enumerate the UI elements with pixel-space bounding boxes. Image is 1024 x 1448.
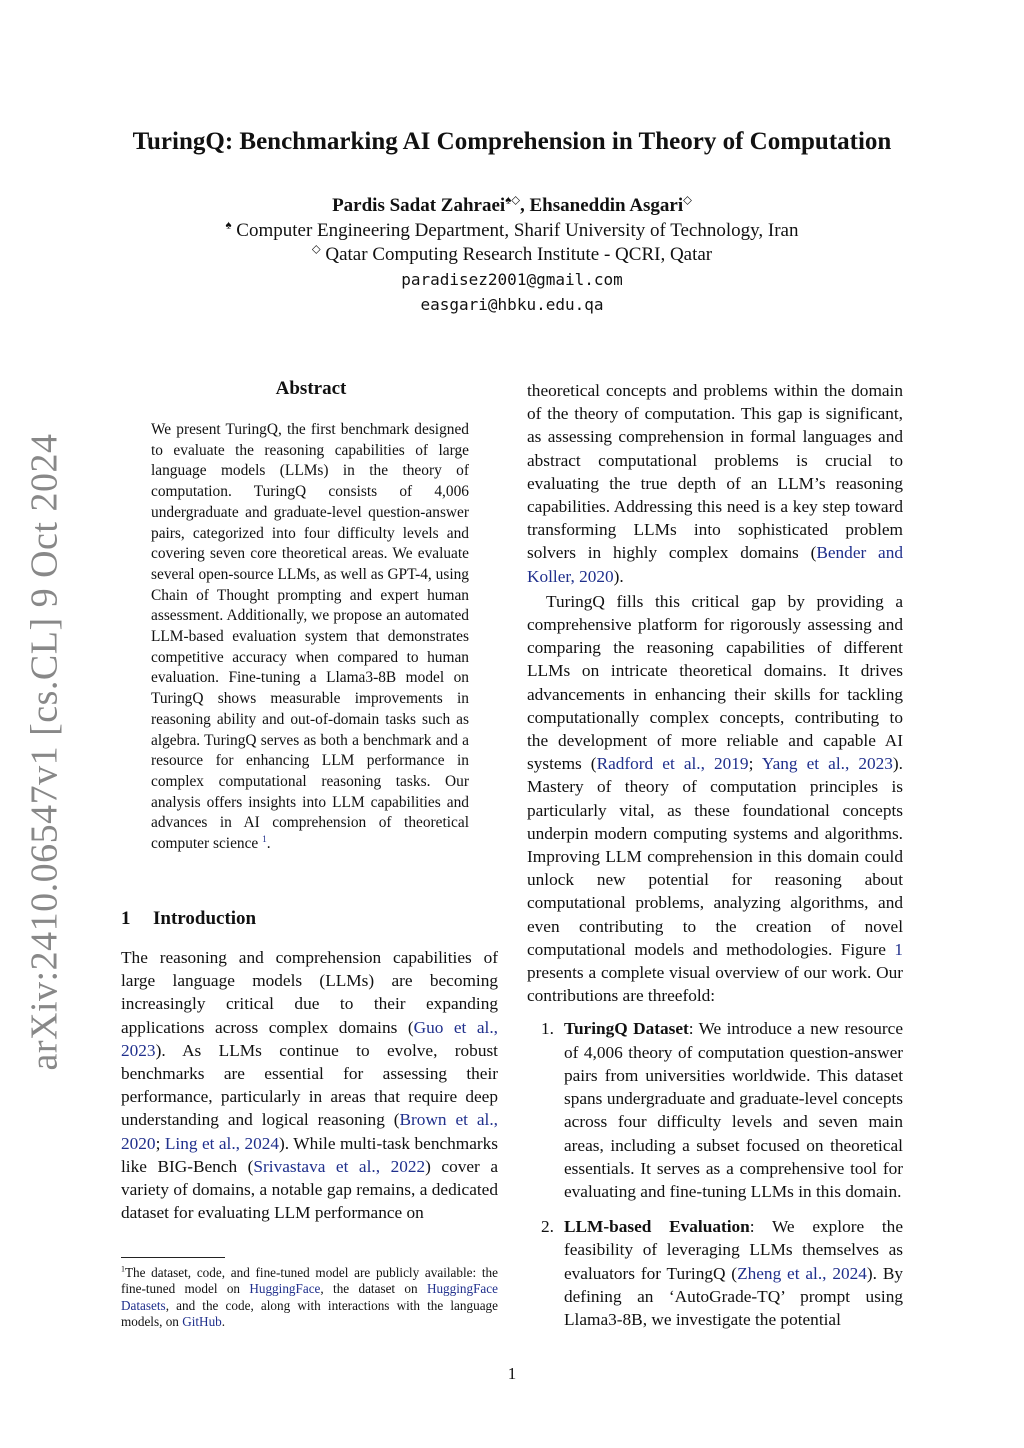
abstract-text: We present TuringQ, the first benchmark designed to evaluate the reasoning capabilities of large language models (LLMs) in the theory of computation. TuringQ consists of 4,006 undergraduate and graduate-level question-answer pairs, categorized into four difficulty levels and covering seven core theoretical areas. We evaluate several open-source LLMs, as well as GPT-4, using Chain of Thought prompting and expert human assessment. Additionally, we propose an automated LLM-based evaluation system that demonstrates competitive accuracy when compared to human evaluation. Fine-tuning a Llama3-8B model on TuringQ shows measurable improvements in reasoning ability and out-of-domain tasks such as algebra. TuringQ serves as both a benchmark and a resource for enhancing LLM performance in complex computational reasoning tasks. Our analysis offers insights into LLM capabilities and advances in AI comprehension of theoretical computer science	[151, 421, 469, 853]
email-address[interactable]: easgari@hbku.edu.qa	[420, 295, 604, 314]
citation-link[interactable]: Zheng et al., 2024	[737, 1263, 867, 1283]
section-number: 1	[121, 908, 131, 929]
affiliation-1	[0, 220, 1024, 242]
contribution-text: ). By defining an ‘AutoGrade-TQ’ prompt using Llama3-8B, we investigate the potential	[564, 1263, 903, 1329]
body-text: The reasoning and comprehension capabilities of large language models (LLMs) are becoming increasingly critical due to their expanding applications across complex domains (	[121, 948, 498, 1037]
footnote-text: , the dataset on	[320, 1281, 427, 1297]
paper-title: TuringQ: Benchmarking AI Comprehension in Theory of Computation	[132, 128, 892, 155]
footnote-ref[interactable]: 1	[262, 833, 267, 844]
arxiv-identifier-text: arXiv:2410.06547v1 [cs.CL] 9 Oct 2024	[23, 433, 65, 1071]
figure-link[interactable]: 1	[894, 939, 903, 959]
author-separator: ,	[520, 195, 530, 216]
list-marker: 1.	[541, 1019, 554, 1039]
arxiv-identifier-stamp	[16, 433, 72, 1071]
github-link[interactable]: GitHub	[182, 1313, 222, 1329]
citation-link[interactable]: Bender and Koller, 2020	[527, 543, 903, 586]
citation-link[interactable]: Srivastava et al., 2022	[253, 1156, 426, 1176]
section-title: Introduction	[153, 908, 257, 929]
page-number: 1	[507, 1364, 517, 1383]
list-marker: 2.	[541, 1217, 554, 1237]
body-text: theoretical concepts and problems within the domain of the theory of computation. This gap is significant, as assessing comprehension in formal languages and abstract computational problems is crucial to evaluating the true depth of an LLM’s reasoning capabilities. Addressing this need is a key step toward transforming LLMs into sophisticated problem solvers in highly complex domains (	[527, 381, 903, 563]
citation-link[interactable]: Yang et al., 2023	[761, 754, 893, 774]
contribution-title: TuringQ Dataset	[564, 1019, 689, 1039]
author-line	[0, 195, 1024, 217]
body-text: ;	[155, 1133, 165, 1153]
affiliation-marks: ◇	[683, 194, 692, 207]
list-item	[527, 1017, 903, 1203]
right-column	[527, 379, 903, 1343]
email-address[interactable]: paradisez2001@gmail.com	[401, 270, 623, 289]
intro-paragraph-2	[527, 590, 903, 1008]
author-name: Ehsaneddin Asgari	[529, 195, 684, 216]
body-text: ). Mastery of theory of computation principles is particularly vital, as these foundational concepts underpin modern computing systems and algorithms. Improving LLM comprehension in this domain could unlock new potential for reasoning about computational problems, analyzing algorithms, and even contributing to the creation of novel computational models and methodologies. Figure	[527, 754, 903, 959]
contributions-list	[527, 1017, 903, 1331]
citation-link[interactable]: Radford et al., 2019	[596, 754, 749, 774]
contribution-text: : We introduce a new resource of 4,006 theory of computation question-answer pairs from universities worldwide. This dataset spans undergraduate and graduate-level concepts across four difficulty levels and seven main areas, including a subset focused on theoretical essentials. It serves as a comprehensive tool for evaluating and fine-tuning LLMs in this domain.	[564, 1019, 904, 1201]
contribution-text: : We explore the feasibility of leveraging LLMs themselves as evaluators for TuringQ (	[564, 1217, 903, 1283]
citation-link[interactable]: Brown et al., 2020	[121, 1110, 498, 1153]
intro-paragraph-1	[121, 946, 498, 1224]
body-text: ).	[613, 566, 624, 586]
abstract-heading: Abstract	[275, 378, 347, 399]
body-text: ;	[748, 754, 762, 774]
intro-paragraph-1-continued	[527, 379, 903, 588]
citation-link[interactable]: Guo et al., 2023	[121, 1017, 498, 1060]
footnote-text: .	[221, 1313, 226, 1329]
contribution-title: LLM-based Evaluation	[564, 1217, 750, 1237]
body-text: ). While multi-task benchmarks like BIG-Bench (	[121, 1133, 499, 1176]
footnote-text: , and the code, along with interactions with the language models, on	[121, 1297, 498, 1329]
abstract-end: .	[266, 835, 271, 853]
body-text: TuringQ fills this critical gap by providing a comprehensive platform for rigorously assessing and comparing the reasoning capabilities of different LLMs on intricate theoretical domains. It drives advancements in enhancing their skills for tackling computationally complex concepts, contributing to the development of more reliable and capable AI systems (	[527, 591, 903, 774]
affiliation-2	[0, 244, 1024, 266]
footnote-mark: 1	[121, 1264, 125, 1274]
affiliation-text: Computer Engineering Department, Sharif University of Technology, Iran	[236, 220, 799, 241]
spade-icon: ♠	[225, 219, 232, 232]
list-item	[527, 1215, 903, 1331]
diamond-icon: ◇	[311, 243, 321, 256]
body-text: ). As LLMs continue to evolve, robust benchmarks are essential for assessing their performance, particularly in areas that require deep understanding and logical reasoning (	[121, 1040, 498, 1130]
author-name: Pardis Sadat Zahraei	[332, 195, 506, 216]
footnote-text: The dataset, code, and fine-tuned model are publicly available: the fine-tuned model on	[121, 1265, 498, 1297]
huggingface-datasets-link[interactable]: HuggingFace Datasets	[121, 1281, 498, 1313]
footnote-divider	[121, 1257, 225, 1258]
huggingface-link[interactable]: HuggingFace	[249, 1281, 321, 1297]
body-text: ) cover a variety of domains, a notable gap remains, a dedicated dataset for evaluating LLM performance on	[121, 1156, 499, 1223]
footnote	[121, 1265, 498, 1330]
section-heading	[121, 908, 256, 930]
body-text: presents a complete visual overview of our work. Our contributions are threefold:	[527, 963, 903, 1006]
abstract-body	[151, 420, 469, 855]
citation-link[interactable]: Ling et al., 2024	[164, 1133, 280, 1153]
affiliation-marks: ♠◇	[505, 194, 520, 207]
affiliation-text: Qatar Computing Research Institute - QCRI, Qatar	[325, 244, 713, 265]
